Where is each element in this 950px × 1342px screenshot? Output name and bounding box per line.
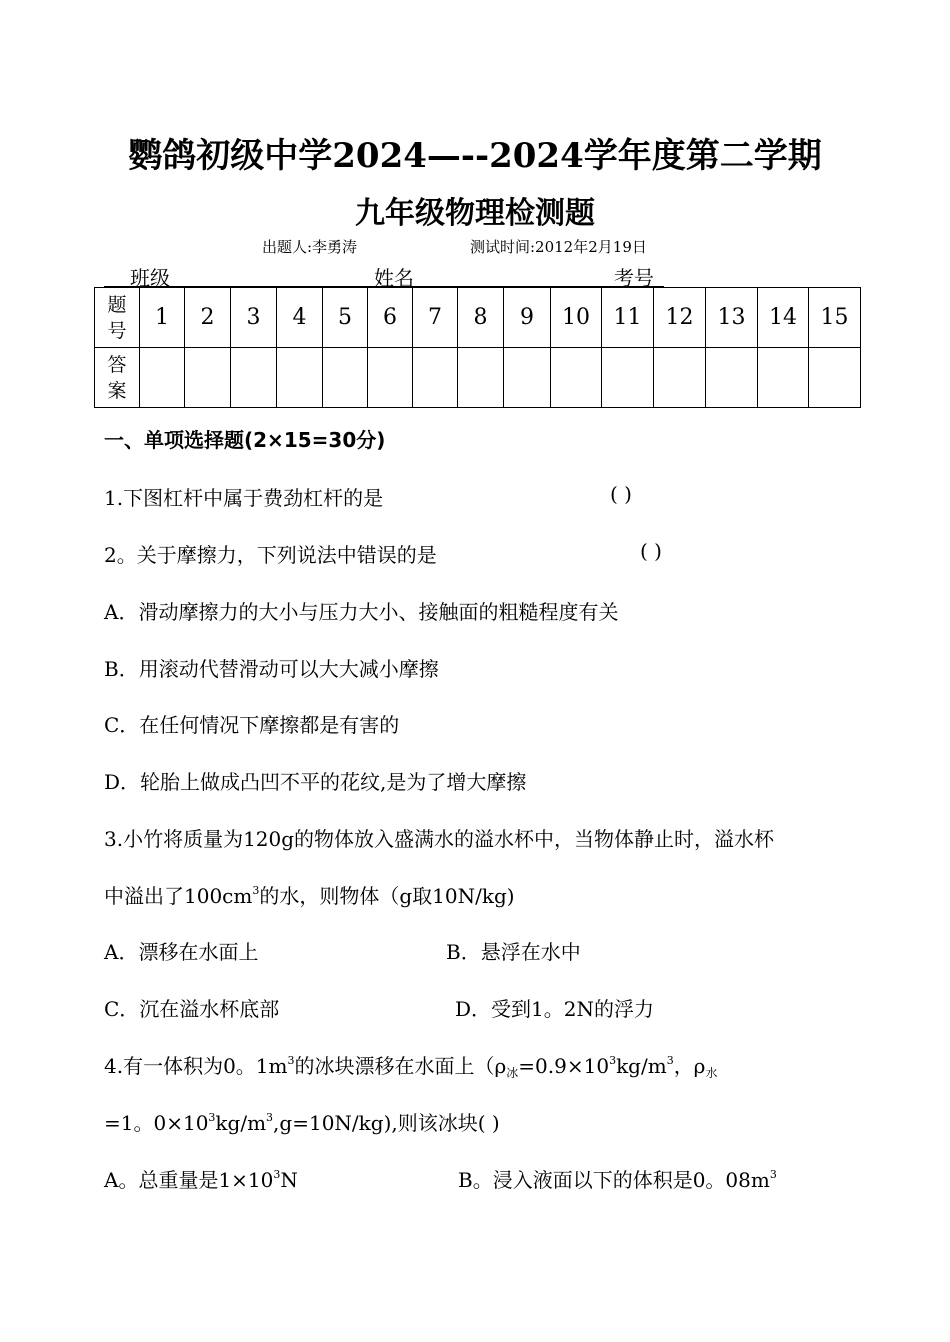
number-cell: 11 (602, 288, 654, 348)
question-2-option-d: D．轮胎上做成凸凹不平的花纹,是为了增大摩擦 (104, 770, 527, 794)
question-3-option-b: B．悬浮在水中 (446, 940, 581, 964)
question-4-option-a: A。总重量是$1\times 10^3N$ (104, 1168, 298, 1192)
question-2-answer-paren: ( ) (640, 539, 662, 563)
question-2-option-a: A．滑动摩擦力的大小与压力大小、接触面的粗糙程度有关 (104, 600, 619, 624)
question-3-option-a: A．漂移在水面上 (104, 940, 259, 964)
author-text: 出题人:李勇涛 (262, 238, 358, 256)
number-cell: 14 (758, 288, 809, 348)
number-cell: 4 (277, 288, 323, 348)
answer-cell[interactable] (323, 348, 368, 408)
question-4-option-b: B。浸入液面以下的体积是0。$08m^3$ (458, 1168, 777, 1192)
question-3-line-1: 3.小竹将质量为120g的物体放入盛满水的溢水杯中，当物体静止时，溢水杯 (104, 827, 775, 851)
number-cell: 3 (231, 288, 277, 348)
class-label: 班级 (130, 266, 170, 290)
question-2-option-c: C．在任何情况下摩擦都是有害的 (104, 713, 400, 737)
number-cell: 12 (654, 288, 706, 348)
number-cell: 7 (413, 288, 458, 348)
number-cell: 13 (706, 288, 758, 348)
question-2-option-b: B．用滚动代替滑动可以大大减小摩擦 (104, 657, 439, 681)
number-cell: 8 (458, 288, 504, 348)
answer-table (94, 287, 861, 408)
question-4-line-2: =1。$0\times 10^3kg/m^3,g=10N/kg$),则该冰块( ) (104, 1111, 500, 1135)
number-cell: 6 (368, 288, 413, 348)
question-1-text: 1.下图杠杆中属于费劲杠杆的是 (104, 486, 384, 510)
answer-header: 答 案 (95, 348, 140, 408)
answer-cell[interactable] (368, 348, 413, 408)
question-3-option-d: D．受到1。2N的浮力 (455, 997, 654, 1021)
answer-cell[interactable] (140, 348, 185, 408)
answer-cell[interactable] (602, 348, 654, 408)
question-1-answer-paren: ( ) (610, 482, 632, 506)
exam-title: 鹦鸽初级中学2024—--2024学年度第二学期 (128, 136, 822, 176)
answer-cell[interactable] (758, 348, 809, 408)
name-label: 姓名 (374, 266, 414, 290)
answer-cell[interactable] (458, 348, 504, 408)
answer-cell[interactable] (504, 348, 551, 408)
number-cell: 1 (140, 288, 185, 348)
answer-cell[interactable] (706, 348, 758, 408)
exam-subtitle: 九年级物理检测题 (355, 196, 595, 231)
answer-cell[interactable] (185, 348, 231, 408)
answer-cell[interactable] (277, 348, 323, 408)
answer-cell[interactable] (809, 348, 861, 408)
table-row-numbers (95, 288, 861, 348)
section-title: 一、单项选择题(2×15=30分) (104, 428, 386, 452)
question-4-line-1: 4.有一体积为0。$1m^3$的冰块漂移在水面上（$\rho_冰=0.9\times 10^3kg/m^3$，$\rho_水$ (104, 1054, 718, 1080)
question-number-header: 题 号 (95, 288, 140, 348)
number-cell: 5 (323, 288, 368, 348)
exam-time-text: 测试时间:2012年2月19日 (470, 238, 647, 256)
answer-cell[interactable] (654, 348, 706, 408)
answer-cell[interactable] (413, 348, 458, 408)
number-cell: 10 (551, 288, 602, 348)
number-cell: 9 (504, 288, 551, 348)
student-info-line (104, 262, 664, 290)
question-2-text: 2。关于摩擦力，下列说法中错误的是 (104, 543, 437, 567)
id-label: 考号 (614, 266, 654, 290)
number-cell: 2 (185, 288, 231, 348)
question-3-line-2: 中溢出了$100cm^3$的水，则物体（g取10N/kg) (104, 884, 515, 908)
table-row-answers (95, 348, 861, 408)
answer-cell[interactable] (551, 348, 602, 408)
answer-cell[interactable] (231, 348, 277, 408)
question-3-option-c: C．沉在溢水杯底部 (104, 997, 280, 1021)
number-cell: 15 (809, 288, 861, 348)
